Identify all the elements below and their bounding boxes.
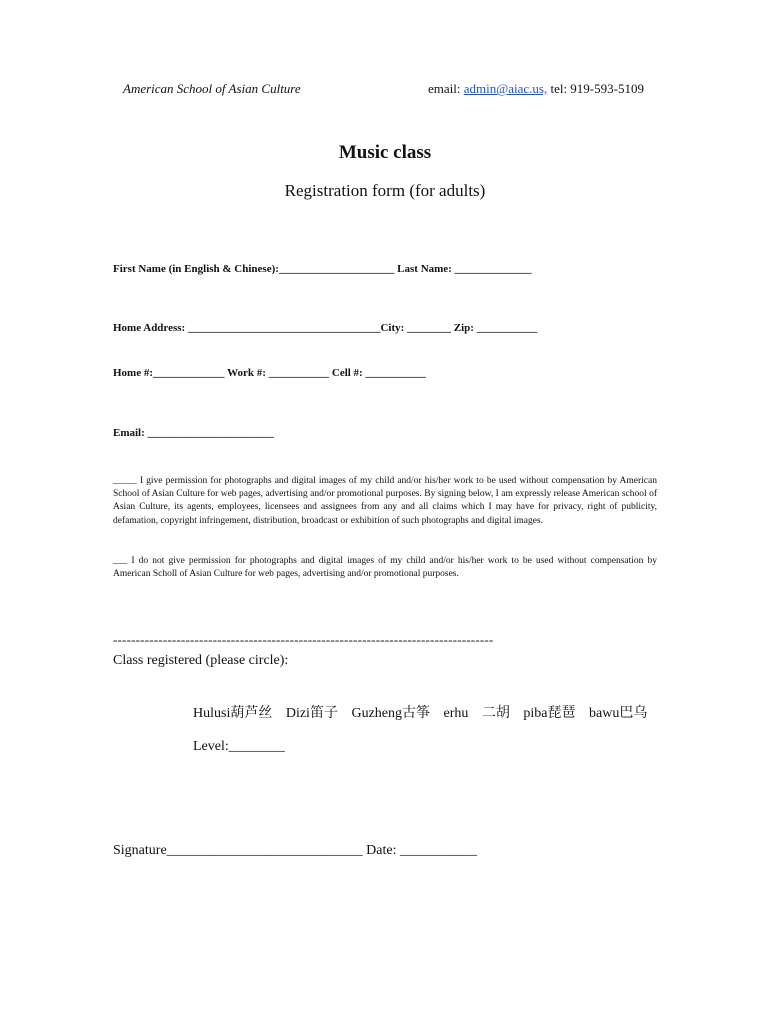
email-label: email:: [428, 81, 464, 96]
class-option-bawu[interactable]: bawu巴乌: [589, 706, 648, 721]
class-option-dizi[interactable]: Dizi笛子: [285, 706, 338, 721]
class-section-heading: Class registered (please circle):: [113, 653, 289, 668]
permission-deny-paragraph: ___ I do not give permission for photographs and digital images of my child and/or his/her work to be used without compensation by American Scholl of Asian Culture for web pages, advertising and/or promotional purposes.: [113, 556, 657, 580]
telephone-text: tel: 919-593-5109: [547, 81, 644, 96]
address-field-line[interactable]: Home Address: ___________________________________City: ________ Zip: ___________: [113, 322, 538, 334]
cut-line-divider: ------------------------------------------------------------------------------------: [113, 632, 494, 647]
name-field-line[interactable]: First Name (in English & Chinese):_____________________ Last Name: ______________: [113, 263, 532, 275]
school-name: American School of Asian Culture: [123, 81, 301, 96]
phone-field-line[interactable]: Home #:_____________ Work #: ___________ Cell #: ___________: [113, 367, 426, 379]
contact-info: [428, 81, 644, 97]
email-field-line[interactable]: Email: _______________________: [113, 427, 275, 439]
class-options: [193, 702, 657, 722]
signature-date-line[interactable]: Signature____________________________ Date: ___________: [113, 843, 477, 858]
class-option-erhu[interactable]: erhu: [443, 706, 469, 721]
class-option-erhu-chinese[interactable]: 二胡: [481, 706, 510, 721]
class-option-piba[interactable]: piba琵琶: [523, 706, 576, 721]
page-title: Music class: [338, 142, 432, 163]
class-option-guzheng[interactable]: Guzheng古筝: [351, 706, 430, 721]
page-subtitle: Registration form (for adults): [284, 181, 486, 200]
level-field-line[interactable]: Level:________: [193, 739, 285, 754]
class-option-hulusi[interactable]: Hulusi葫芦丝: [193, 706, 273, 721]
permission-grant-paragraph: _____ I give permission for photographs and digital images of my child and/or his/her work to be used without compensation by American School of Asian Culture for web pages, advertising and/or promotional purposes. By signing below, I am expressly release American school of Asian Culture, its agents, employees, licensees and assignees from any and all claims which I may have for privacy, right of publicity, defamation, copyright infringement, distribution, broadcast or exhibition of such photographs and digital images.: [113, 476, 657, 526]
email-link[interactable]: admin@aiac.us,: [463, 81, 548, 96]
